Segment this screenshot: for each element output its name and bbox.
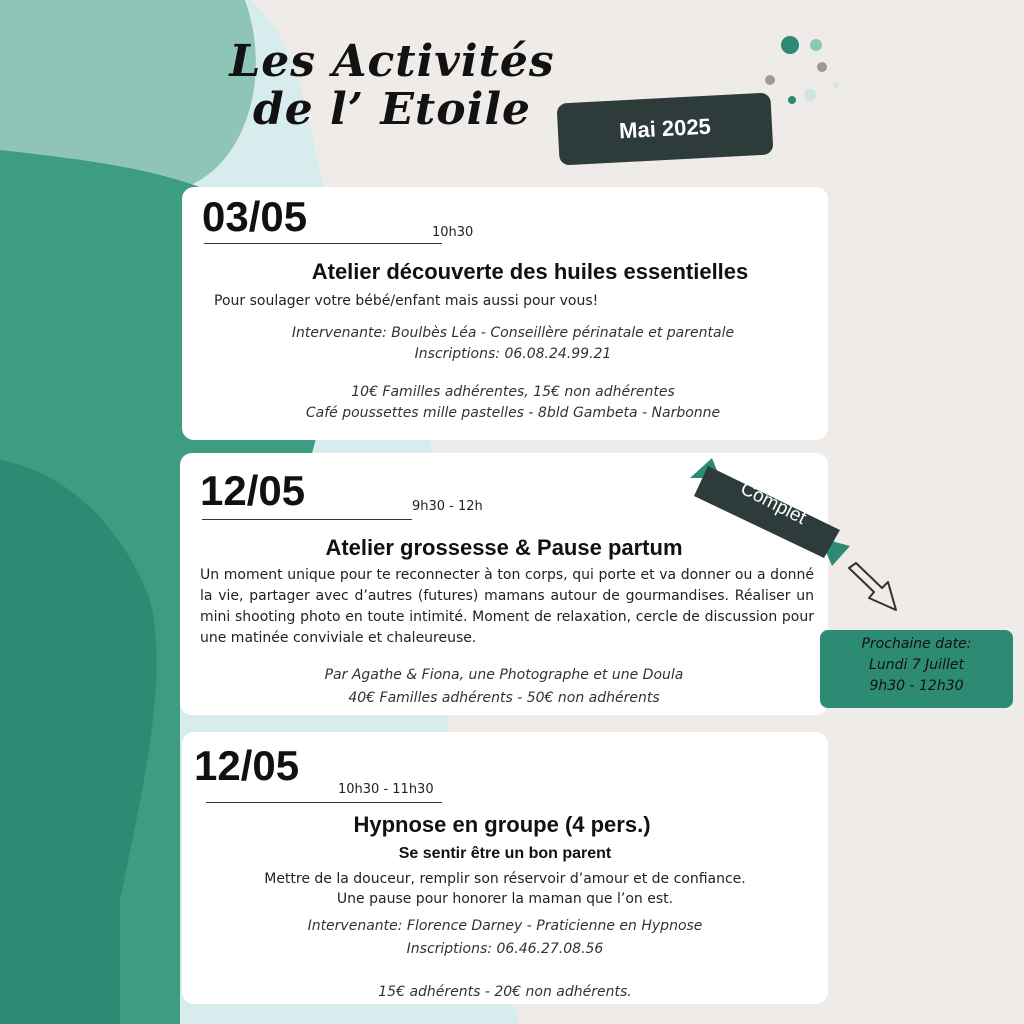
event-title: Hypnose en groupe (4 pers.) [353, 812, 651, 837]
event-time: 9h30 - 12h [412, 499, 483, 514]
event-date: 03/05 [202, 193, 308, 240]
event-time: 10h30 - 11h30 [338, 782, 434, 797]
event-price: 40€ Familles adhérents - 50€ non adhérents [348, 690, 660, 706]
event-speaker: Intervenante: Boulbès Léa - Conseillère périnatale et parentale [291, 325, 735, 341]
date-underline [206, 802, 442, 803]
event-subtitle: Pour soulager votre bébé/enfant mais aussi pour vous! [214, 293, 599, 309]
event-line-2: Une pause pour honorer la maman que l’on est. [336, 891, 674, 907]
next-date-label: Prochaine date: [861, 636, 972, 652]
event-inscriptions: Inscriptions: 06.08.24.99.21 [414, 346, 612, 362]
month-badge [557, 92, 774, 165]
month-label: Mai 2025 [618, 113, 712, 144]
next-date-day: Lundi 7 Juillet [869, 657, 964, 673]
event-speaker: Intervenante: Florence Darney - Praticienne en Hypnose [307, 918, 703, 934]
event-inscriptions: Inscriptions: 06.46.27.08.56 [406, 941, 604, 957]
title-line-1: Les Activités [229, 36, 555, 87]
date-underline [204, 243, 442, 244]
date-underline [202, 519, 412, 520]
event-card-1 [182, 187, 828, 440]
event-price: 15€ adhérents - 20€ non adhérents. [378, 984, 632, 1000]
event-time: 10h30 [432, 225, 474, 240]
decorative-dots [760, 30, 850, 110]
event-description: Un moment unique pour te reconnecter à ton corps, qui porte et va donner ou a donné la vie, partager avec d’autres (futures) mamans autour de gourmandises. Réaliser un mini shooting photo en toute intimité. Moment de relaxation, cercle de discussion pour une matinée conviviale et chaleureuse. [200, 567, 814, 646]
hand-drawn-arrow-icon [844, 560, 904, 615]
event-place: Café poussettes mille pastelles - 8bld Gambeta - Narbonne [305, 405, 721, 421]
page-title [222, 38, 562, 134]
event-date: 12/05 [200, 467, 306, 514]
event-subtitle: Se sentir être un bon parent [398, 845, 612, 862]
event-title: Atelier découverte des huiles essentielles [311, 259, 749, 284]
event-line-1: Mettre de la douceur, remplir son réservoir d’amour et de confiance. [264, 871, 746, 887]
event-card-3 [182, 732, 828, 1004]
event-price: 10€ Familles adhérentes, 15€ non adhérentes [351, 384, 675, 400]
title-line-2: de l’ Etoile [252, 84, 532, 135]
next-date-time: 9h30 - 12h30 [869, 678, 964, 694]
next-date-box [820, 630, 1013, 708]
event-speaker: Par Agathe & Fiona, une Photographe et une Doula [324, 667, 684, 683]
status-badge: Complet [736, 478, 810, 529]
event-title: Atelier grossesse & Pause partum [325, 535, 683, 560]
event-date: 12/05 [194, 742, 300, 789]
